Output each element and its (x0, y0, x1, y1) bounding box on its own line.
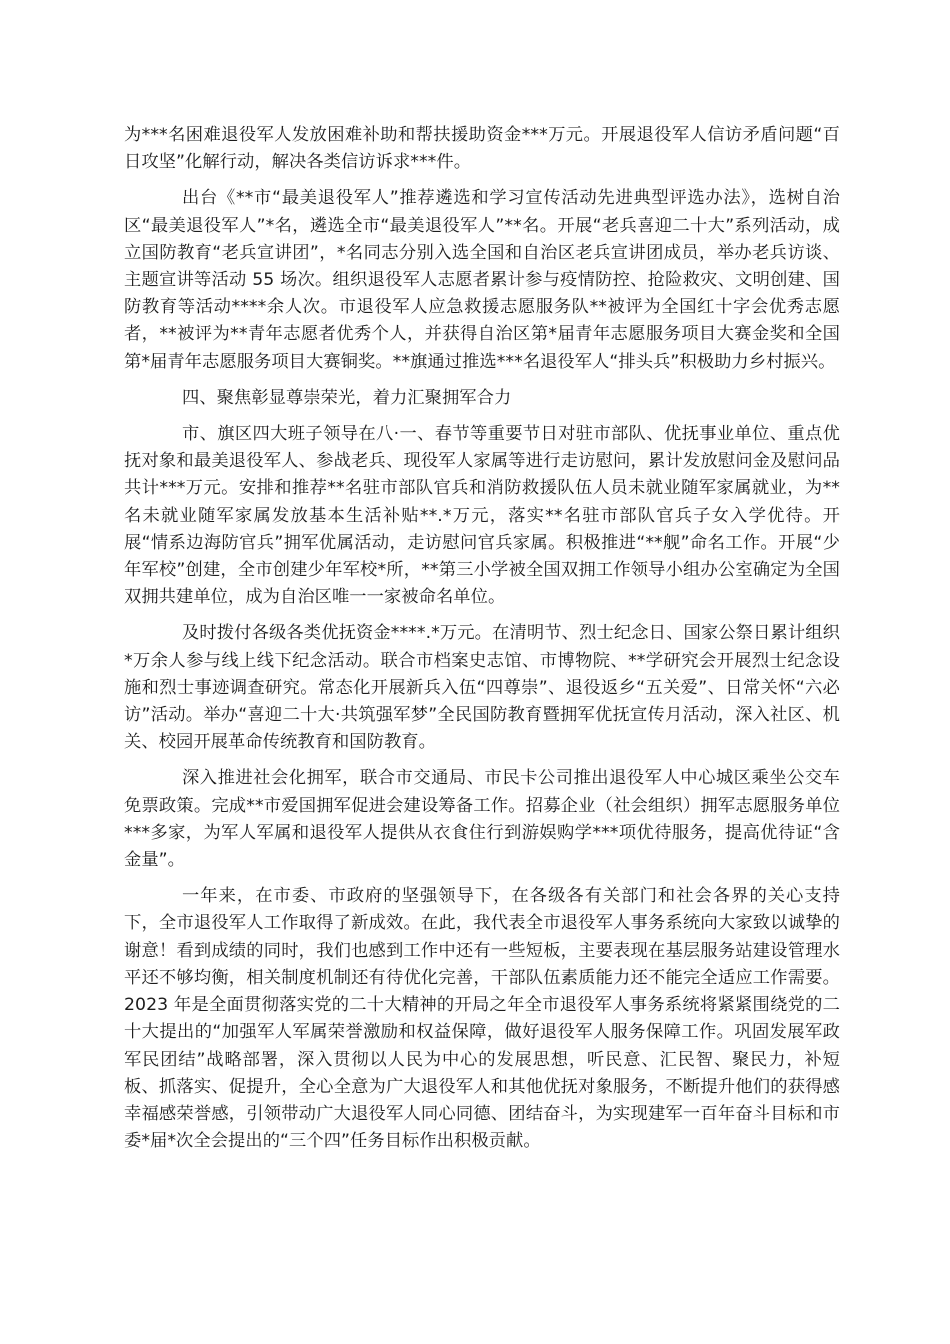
paragraph-social-support: 深入推进社会化拥军，联合市交通局、市民卡公司推出退役军人中心城区乘坐公交车免票政策。完成**市爱国拥军促进会建设筹备工作。招募企业（社会组织）拥军志愿服务单位***多家，为军人军属和退役军人提供从衣食住行到游娱购学***项优待服务，提高优待证“含金量”。 (124, 768, 840, 871)
section-heading-four: 四、聚焦彰显尊崇荣光，着力汇聚拥军合力 (182, 387, 512, 408)
paragraph-summary-outlook: 一年来，在市委、市政府的坚强领导下，在各级各有关部门和社会各界的关心支持下，全市退役军人工作取得了新成效。在此，我代表全市退役军人事务系统向大家致以诚挚的谢意！看到成绩的同时，我们也感到工作中还有一些短板，主要表现在基层服务站建设管理水平还不够均衡，相关制度机制还有待优化完善，干部队伍素质能力还不能完全适应工作需要。2023 年是全面贯彻落实党的二十大精神的开局之年全市退役军人事务系统将紧紧围绕党的二十大提出的“加强军人军属荣誉激励和权益保障，做好退役军人服务保障工作。巩固发展军政军民团结”战略部署，深入贯彻以人民为中心的发展思想，听民意、汇民智、聚民力，补短板、抓落实、促提升，全心全意为广大退役军人和其他优抚对象服务，不断提升他们的获得感幸福感荣誉感，引领带动广大退役军人同心同德、团结奋斗，为实现建军一百年奋斗目标和市委*届*次全会提出的“三个四”任务目标作出积极贡献。 (124, 886, 840, 1152)
paragraph-veteran-honors: 出台《**市“最美退役军人”推荐遴选和学习宣传活动先进典型评选办法》，选树自治区“最美退役军人”*名，遴选全市“最美退役军人”**名。开展“老兵喜迎二十大”系列活动，成立国防教育“老兵宣讲团”，*名同志分别入选全国和自治区老兵宣讲团成员，举办老兵访谈、主题宣讲等活动 55 场次。组织退役军人志愿者累计参与疫情防控、抢险救灾、文明创建、国防教育等活动****余人次。市退役军人应急救援志愿服务队**被评为全国红十字会优秀志愿者，**被评为**青年志愿者优秀个人，并获得自治区第*届青年志愿服务项目大赛金奖和全国第*届青年志愿服务项目大赛铜奖。**旗通过推选***名退役军人“排头兵”积极助力乡村振兴。 (124, 188, 840, 372)
paragraph-leadership-visits: 市、旗区四大班子领导在八·一、春节等重要节日对驻市部队、优抚事业单位、重点优抚对象和最美退役军人、参战老兵、现役军人家属等进行走访慰问，累计发放慰问金及慰问品共计***万元。安排和推荐**名驻市部队官兵和消防救援队伍人员未就业随军家属就业，为**名未就业随军家属发放基本生活补贴**.*万元，落实**名驻市部队官兵子女入学优待。开展“情系边海防官兵”拥军优属活动，走访慰问官兵家属。积极推进“**舰”命名工作。开展“少年军校”创建，全市创建少年军校*所，**第三小学被全国双拥工作领导小组办公室确定为全国双拥共建单位，成为自治区唯一一家被命名单位。 (124, 424, 840, 608)
paragraph-preferential-funds: 及时拨付各级各类优抚资金****.*万元。在清明节、烈士纪念日、国家公祭日累计组织*万余人参与线上线下纪念活动。联合市档案史志馆、市博物院、**学研究会开展烈士纪念设施和烈士事迹调查研究。常态化开展新兵入伍“四尊崇”、退役返乡“五关爱”、日常关怀“六必访”活动。举办“喜迎二十大·共筑强军梦”全民国防教育暨拥军优抚宣传月活动，深入社区、机关、校园开展革命传统教育和国防教育。 (124, 623, 840, 753)
document-body (124, 122, 840, 1164)
paragraph-continuation: 为***名困难退役军人发放困难补助和帮扶援助资金***万元。开展退役军人信访矛盾问题“百日攻坚”化解行动，解决各类信访诉求***件。 (124, 125, 840, 173)
